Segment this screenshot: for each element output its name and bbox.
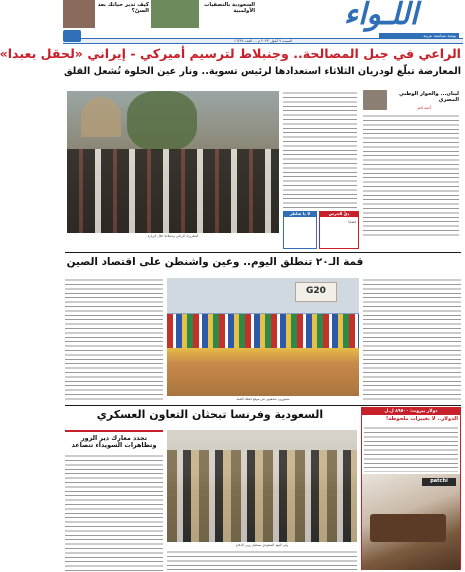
side-author-photo xyxy=(363,90,387,110)
main-photo-caption: البطريرك الراعي وجنبلاط خلال الزيارة xyxy=(147,234,199,238)
patchi-ad[interactable] xyxy=(362,474,460,570)
masthead-logo xyxy=(301,0,465,34)
logo-text: اللـواء xyxy=(343,0,419,32)
teaser-right-title: السعودية بالتصفيات الأولمبية xyxy=(204,2,255,14)
saudi-headline: السعودية وفرنسا تبحثان التعاون العسكري xyxy=(96,408,324,421)
photo-people xyxy=(67,149,279,233)
top-teaser-right[interactable] xyxy=(151,0,255,30)
photo-arch xyxy=(81,97,121,137)
side-body xyxy=(363,114,459,238)
box-orange-text: قضايا xyxy=(348,220,356,224)
saudi-body-bottom xyxy=(167,550,357,570)
left-brief-body xyxy=(65,454,163,572)
side-title: لبنان... والحوار الوطني المصري xyxy=(398,91,459,103)
top-teaser-left[interactable] xyxy=(63,0,149,30)
g20-banner xyxy=(295,282,337,302)
g20-caption: مصورون صحفيون في موقع انعقاد القمة xyxy=(236,397,290,401)
main-photo xyxy=(67,91,279,233)
left-brief-headline: تجدد معارك دير الزور وتظاهرات السويداء تتصاعد xyxy=(71,434,157,450)
dollar-headline: الدولار.. لا تغييرات ملحوظة! xyxy=(385,416,458,422)
g20-body-left xyxy=(65,278,163,402)
photo-tree xyxy=(127,91,197,151)
g20-photo xyxy=(167,278,359,396)
box-blue xyxy=(283,211,317,249)
dollar-box xyxy=(361,407,461,570)
box-blue-label: لا يا شاطر xyxy=(284,212,316,217)
saudi-guards xyxy=(167,450,357,542)
divider-2 xyxy=(65,405,461,406)
masthead-badge xyxy=(63,30,81,42)
dollar-body xyxy=(364,426,458,472)
ad-brand: patchi xyxy=(422,478,456,486)
box-orange xyxy=(319,211,359,249)
main-subheadline: المعارضة تبلّغ لودريان الثلاثاء استعدادها لرئيس تسوية.. ونار عين الحلوة تُشعل القلق xyxy=(63,66,461,77)
box-orange-label: دقّ الجرس xyxy=(320,212,358,217)
g20-banner-text: G20 xyxy=(306,286,326,296)
teaser-left-photo xyxy=(63,0,95,28)
ad-chocolate xyxy=(370,514,446,542)
g20-body-right xyxy=(363,278,461,402)
saudi-photo xyxy=(167,430,357,542)
dateline: السبت ٩ أيلول ٢٠٢٣ م ... العدد ١٦٢٣٨ xyxy=(234,39,292,43)
g20-flags xyxy=(167,314,359,348)
side-author: أحمد الغز xyxy=(416,106,432,110)
left-brief xyxy=(65,430,163,570)
g20-headline: قمة الـ٢٠ تنطلق اليوم.. وعين واشنطن على اقتصاد الصين xyxy=(66,256,364,268)
side-column xyxy=(361,90,461,238)
teaser-left-title: كيف تدير حياتك بعد السنّ؟ xyxy=(97,2,149,15)
teaser-right-photo xyxy=(151,0,199,28)
main-headline: الراعي في جبل المصالحة.. وجنبلاط لترسيم أميركي - إيراني «لحقل بعبدا» xyxy=(0,46,461,61)
masthead-slogan: يومية سياسية عربية xyxy=(379,33,459,38)
divider-1 xyxy=(65,252,461,253)
main-body xyxy=(283,91,357,209)
dollar-title: دولار بيروت: ٨٩٥٠٠ ل.ل xyxy=(362,408,460,415)
saudi-caption: ولي العهد السعودي يستقبل وزير الدفاع xyxy=(236,543,288,547)
dateline-bar xyxy=(63,38,463,44)
